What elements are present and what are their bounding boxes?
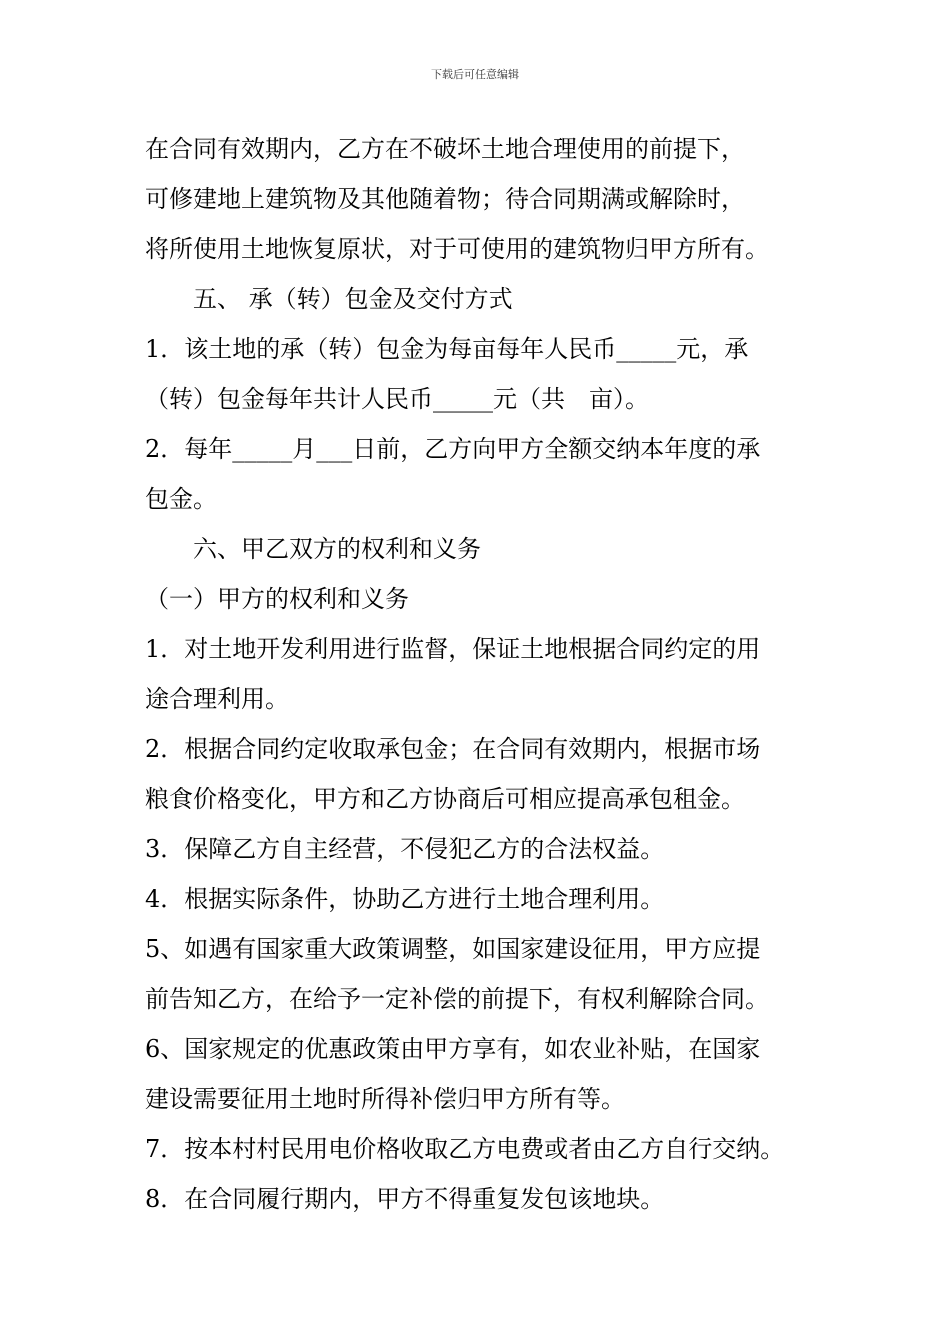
text-line: 6、国家规定的优惠政策由甲方享有，如农业补贴，在国家 xyxy=(145,1035,761,1063)
text-line: 建设需要征用土地时所得补偿归甲方所有等。 xyxy=(145,1085,625,1113)
text-line: 六、甲乙双方的权利和义务 xyxy=(193,535,481,563)
text-line: 1．该土地的承（转）包金为每亩每年人民币_____元，承 xyxy=(145,335,749,363)
text-line: 1．对土地开发利用进行监督，保证土地根据合同约定的用 xyxy=(145,635,761,663)
text-line: 8．在合同履行期内，甲方不得重复发包该地块。 xyxy=(145,1185,665,1213)
text-line: 途合理利用。 xyxy=(145,685,289,713)
text-line: 前告知乙方，在给予一定补偿的前提下，有权利解除合同。 xyxy=(145,985,769,1013)
text-line: 5、如遇有国家重大政策调整，如国家建设征用，甲方应提 xyxy=(145,935,761,963)
text-line: （一）甲方的权利和义务 xyxy=(145,585,409,613)
text-line: 粮食价格变化，甲方和乙方协商后可相应提高承包租金。 xyxy=(145,785,745,813)
text-line: 7．按本村村民用电价格收取乙方电费或者由乙方自行交纳。 xyxy=(145,1135,785,1163)
document-body xyxy=(145,124,825,1224)
text-line: （转）包金每年共计人民币_____元（共 亩）。 xyxy=(145,385,649,413)
text-line: 2．每年_____月___日前，乙方向甲方全额交纳本年度的承 xyxy=(145,435,761,463)
text-line: 2．根据合同约定收取承包金；在合同有效期内，根据市场 xyxy=(145,735,761,763)
page-header: 下载后可任意编辑 xyxy=(431,68,519,81)
text-line: 将所使用土地恢复原状，对于可使用的建筑物归甲方所有。 xyxy=(145,235,769,263)
text-line: 在合同有效期内，乙方在不破坏土地合理使用的前提下， xyxy=(145,135,745,163)
text-line: 4．根据实际条件，协助乙方进行土地合理利用。 xyxy=(145,885,665,913)
text-line: 可修建地上建筑物及其他随着物；待合同期满或解除时， xyxy=(145,185,745,213)
text-line: 3．保障乙方自主经营，不侵犯乙方的合法权益。 xyxy=(145,835,665,863)
text-line: 五、 承（转）包金及交付方式 xyxy=(193,285,513,313)
text-line: 包金。 xyxy=(145,485,217,513)
